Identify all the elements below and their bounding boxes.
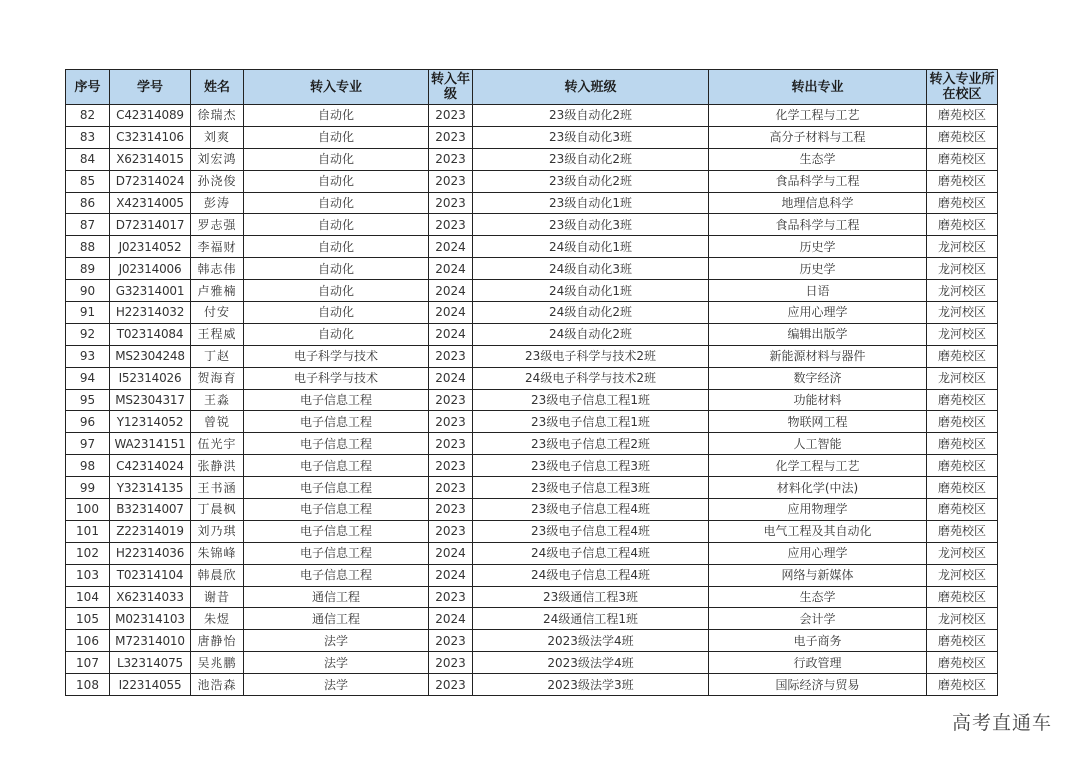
cell-major-in: 电子信息工程	[244, 411, 429, 433]
cell-seq: 104	[66, 586, 110, 608]
cell-grade: 2023	[429, 433, 473, 455]
cell-grade: 2024	[429, 323, 473, 345]
cell-name: 刘爽	[191, 126, 244, 148]
cell-major-out: 功能材料	[709, 389, 927, 411]
cell-campus: 龙河校区	[927, 258, 998, 280]
cell-name: 徐瑞杰	[191, 105, 244, 127]
cell-major-out: 应用心理学	[709, 302, 927, 324]
cell-seq: 84	[66, 148, 110, 170]
cell-name: 吴兆鹏	[191, 652, 244, 674]
cell-class-in: 23级电子科学与技术2班	[473, 345, 709, 367]
cell-class-in: 23级自动化1班	[473, 192, 709, 214]
header-seq: 序号	[66, 70, 110, 105]
cell-grade: 2023	[429, 586, 473, 608]
cell-grade: 2024	[429, 280, 473, 302]
cell-seq: 82	[66, 105, 110, 127]
cell-seq: 95	[66, 389, 110, 411]
cell-student-id: WA2314151	[110, 433, 191, 455]
cell-major-in: 法学	[244, 630, 429, 652]
cell-seq: 87	[66, 214, 110, 236]
cell-name: 朱锦峰	[191, 542, 244, 564]
cell-grade: 2023	[429, 126, 473, 148]
cell-major-out: 日语	[709, 280, 927, 302]
cell-campus: 磨苑校区	[927, 192, 998, 214]
cell-student-id: I52314026	[110, 367, 191, 389]
cell-class-in: 23级电子信息工程3班	[473, 477, 709, 499]
cell-seq: 94	[66, 367, 110, 389]
cell-grade: 2024	[429, 236, 473, 258]
table-row	[66, 280, 998, 302]
header-major-in: 转入专业	[244, 70, 429, 105]
cell-campus: 磨苑校区	[927, 499, 998, 521]
cell-seq: 88	[66, 236, 110, 258]
cell-student-id: J02314052	[110, 236, 191, 258]
table-row	[66, 433, 998, 455]
cell-major-in: 电子信息工程	[244, 542, 429, 564]
cell-campus: 磨苑校区	[927, 652, 998, 674]
cell-major-in: 自动化	[244, 126, 429, 148]
cell-student-id: T02314084	[110, 323, 191, 345]
cell-major-in: 电子科学与技术	[244, 367, 429, 389]
cell-name: 王淼	[191, 389, 244, 411]
cell-campus: 磨苑校区	[927, 345, 998, 367]
cell-name: 卢雅楠	[191, 280, 244, 302]
cell-major-in: 电子科学与技术	[244, 345, 429, 367]
cell-name: 刘宏鸿	[191, 148, 244, 170]
cell-seq: 89	[66, 258, 110, 280]
cell-class-in: 24级电子科学与技术2班	[473, 367, 709, 389]
cell-class-in: 23级电子信息工程3班	[473, 455, 709, 477]
cell-campus: 龙河校区	[927, 323, 998, 345]
table-row	[66, 564, 998, 586]
cell-campus: 磨苑校区	[927, 148, 998, 170]
cell-campus: 磨苑校区	[927, 477, 998, 499]
cell-student-id: T02314104	[110, 564, 191, 586]
cell-major-out: 应用物理学	[709, 499, 927, 521]
cell-seq: 93	[66, 345, 110, 367]
cell-name: 张静洪	[191, 455, 244, 477]
cell-grade: 2023	[429, 411, 473, 433]
cell-major-out: 高分子材料与工程	[709, 126, 927, 148]
cell-name: 孙浇俊	[191, 170, 244, 192]
cell-class-in: 23级电子信息工程4班	[473, 520, 709, 542]
cell-major-in: 电子信息工程	[244, 564, 429, 586]
cell-name: 王程威	[191, 323, 244, 345]
cell-student-id: D72314017	[110, 214, 191, 236]
cell-student-id: C42314089	[110, 105, 191, 127]
cell-student-id: J02314006	[110, 258, 191, 280]
cell-campus: 龙河校区	[927, 564, 998, 586]
cell-name: 刘乃琪	[191, 520, 244, 542]
cell-major-out: 生态学	[709, 148, 927, 170]
cell-campus: 磨苑校区	[927, 674, 998, 696]
cell-major-out: 网络与新媒体	[709, 564, 927, 586]
cell-grade: 2023	[429, 499, 473, 521]
cell-major-out: 生态学	[709, 586, 927, 608]
cell-grade: 2024	[429, 302, 473, 324]
cell-major-in: 自动化	[244, 302, 429, 324]
cell-major-in: 自动化	[244, 280, 429, 302]
cell-class-in: 24级自动化2班	[473, 302, 709, 324]
cell-campus: 龙河校区	[927, 280, 998, 302]
cell-grade: 2023	[429, 477, 473, 499]
table-row	[66, 608, 998, 630]
cell-major-in: 电子信息工程	[244, 520, 429, 542]
cell-student-id: D72314024	[110, 170, 191, 192]
cell-class-in: 23级自动化3班	[473, 126, 709, 148]
cell-campus: 龙河校区	[927, 608, 998, 630]
cell-major-out: 材料化学(中法)	[709, 477, 927, 499]
cell-major-in: 自动化	[244, 236, 429, 258]
cell-class-in: 2023级法学4班	[473, 630, 709, 652]
cell-campus: 磨苑校区	[927, 411, 998, 433]
cell-seq: 86	[66, 192, 110, 214]
header-class-in: 转入班级	[473, 70, 709, 105]
cell-major-out: 历史学	[709, 258, 927, 280]
cell-student-id: I22314055	[110, 674, 191, 696]
table-row	[66, 389, 998, 411]
cell-major-in: 自动化	[244, 258, 429, 280]
cell-grade: 2023	[429, 170, 473, 192]
cell-seq: 106	[66, 630, 110, 652]
cell-name: 曾锐	[191, 411, 244, 433]
table-row	[66, 455, 998, 477]
cell-major-in: 自动化	[244, 192, 429, 214]
cell-major-out: 电气工程及其自动化	[709, 520, 927, 542]
cell-campus: 龙河校区	[927, 367, 998, 389]
table-row	[66, 323, 998, 345]
table-row	[66, 586, 998, 608]
cell-student-id: G32314001	[110, 280, 191, 302]
watermark-text: 高考直通车	[951, 712, 1052, 734]
cell-student-id: MS2304248	[110, 345, 191, 367]
cell-major-out: 数字经济	[709, 367, 927, 389]
table-row	[66, 345, 998, 367]
cell-class-in: 24级电子信息工程4班	[473, 542, 709, 564]
header-row	[66, 70, 998, 105]
cell-class-in: 24级自动化1班	[473, 280, 709, 302]
cell-campus: 磨苑校区	[927, 170, 998, 192]
cell-name: 丁晨枫	[191, 499, 244, 521]
cell-name: 韩志伟	[191, 258, 244, 280]
cell-major-out: 电子商务	[709, 630, 927, 652]
cell-major-out: 应用心理学	[709, 542, 927, 564]
cell-major-out: 历史学	[709, 236, 927, 258]
table-row	[66, 214, 998, 236]
cell-student-id: C32314106	[110, 126, 191, 148]
cell-class-in: 23级自动化2班	[473, 170, 709, 192]
cell-name: 王书涵	[191, 477, 244, 499]
header-name: 姓名	[191, 70, 244, 105]
cell-major-out: 新能源材料与器件	[709, 345, 927, 367]
cell-seq: 83	[66, 126, 110, 148]
table-row	[66, 411, 998, 433]
cell-seq: 99	[66, 477, 110, 499]
header-grade: 转入年级	[429, 70, 473, 105]
cell-name: 付安	[191, 302, 244, 324]
cell-major-in: 通信工程	[244, 586, 429, 608]
header-major-out: 转出专业	[709, 70, 927, 105]
cell-grade: 2023	[429, 105, 473, 127]
cell-class-in: 23级通信工程3班	[473, 586, 709, 608]
cell-major-in: 电子信息工程	[244, 433, 429, 455]
table-row	[66, 477, 998, 499]
cell-name: 朱煜	[191, 608, 244, 630]
cell-seq: 92	[66, 323, 110, 345]
header-campus: 转入专业所在校区	[927, 70, 998, 105]
table-row	[66, 674, 998, 696]
table-body	[66, 105, 998, 696]
cell-major-in: 通信工程	[244, 608, 429, 630]
cell-class-in: 24级电子信息工程4班	[473, 564, 709, 586]
cell-seq: 103	[66, 564, 110, 586]
cell-student-id: X62314015	[110, 148, 191, 170]
cell-campus: 磨苑校区	[927, 630, 998, 652]
cell-class-in: 24级自动化3班	[473, 258, 709, 280]
cell-class-in: 23级电子信息工程2班	[473, 433, 709, 455]
cell-seq: 98	[66, 455, 110, 477]
table-row	[66, 499, 998, 521]
cell-major-out: 行政管理	[709, 652, 927, 674]
cell-class-in: 23级电子信息工程4班	[473, 499, 709, 521]
cell-major-out: 物联网工程	[709, 411, 927, 433]
cell-name: 丁赵	[191, 345, 244, 367]
cell-grade: 2024	[429, 258, 473, 280]
cell-seq: 91	[66, 302, 110, 324]
cell-seq: 108	[66, 674, 110, 696]
cell-student-id: M72314010	[110, 630, 191, 652]
cell-campus: 磨苑校区	[927, 389, 998, 411]
header-student-id: 学号	[110, 70, 191, 105]
cell-major-out: 国际经济与贸易	[709, 674, 927, 696]
cell-student-id: L32314075	[110, 652, 191, 674]
cell-major-in: 自动化	[244, 105, 429, 127]
cell-campus: 磨苑校区	[927, 586, 998, 608]
cell-campus: 磨苑校区	[927, 433, 998, 455]
table-row	[66, 105, 998, 127]
cell-class-in: 23级自动化2班	[473, 105, 709, 127]
cell-major-in: 电子信息工程	[244, 499, 429, 521]
cell-grade: 2023	[429, 389, 473, 411]
cell-student-id: X42314005	[110, 192, 191, 214]
cell-name: 谢昔	[191, 586, 244, 608]
cell-major-in: 自动化	[244, 170, 429, 192]
cell-grade: 2024	[429, 608, 473, 630]
cell-student-id: C42314024	[110, 455, 191, 477]
table-header	[66, 70, 998, 105]
table-row	[66, 258, 998, 280]
table-row	[66, 520, 998, 542]
table-row	[66, 126, 998, 148]
cell-major-in: 电子信息工程	[244, 389, 429, 411]
table-row	[66, 630, 998, 652]
cell-grade: 2023	[429, 192, 473, 214]
cell-major-in: 自动化	[244, 214, 429, 236]
cell-grade: 2024	[429, 542, 473, 564]
cell-campus: 龙河校区	[927, 236, 998, 258]
cell-student-id: X62314033	[110, 586, 191, 608]
cell-seq: 101	[66, 520, 110, 542]
cell-grade: 2023	[429, 455, 473, 477]
table-row	[66, 652, 998, 674]
cell-student-id: Z22314019	[110, 520, 191, 542]
cell-major-out: 食品科学与工程	[709, 170, 927, 192]
cell-name: 韩晨欣	[191, 564, 244, 586]
cell-class-in: 23级自动化2班	[473, 148, 709, 170]
cell-name: 伍光宇	[191, 433, 244, 455]
cell-seq: 100	[66, 499, 110, 521]
table-row	[66, 367, 998, 389]
cell-campus: 磨苑校区	[927, 126, 998, 148]
cell-name: 贺海育	[191, 367, 244, 389]
cell-class-in: 2023级法学4班	[473, 652, 709, 674]
cell-major-in: 电子信息工程	[244, 455, 429, 477]
cell-student-id: H22314032	[110, 302, 191, 324]
cell-name: 李福财	[191, 236, 244, 258]
cell-major-in: 自动化	[244, 148, 429, 170]
table-row	[66, 236, 998, 258]
cell-seq: 96	[66, 411, 110, 433]
cell-class-in: 24级自动化1班	[473, 236, 709, 258]
cell-campus: 磨苑校区	[927, 455, 998, 477]
cell-campus: 龙河校区	[927, 542, 998, 564]
table-row	[66, 170, 998, 192]
cell-student-id: B32314007	[110, 499, 191, 521]
cell-name: 池浩森	[191, 674, 244, 696]
cell-class-in: 23级电子信息工程1班	[473, 411, 709, 433]
cell-name: 彭涛	[191, 192, 244, 214]
cell-class-in: 2023级法学3班	[473, 674, 709, 696]
cell-major-out: 化学工程与工艺	[709, 105, 927, 127]
cell-major-out: 地理信息科学	[709, 192, 927, 214]
cell-major-in: 法学	[244, 674, 429, 696]
cell-grade: 2024	[429, 564, 473, 586]
cell-campus: 磨苑校区	[927, 105, 998, 127]
cell-seq: 90	[66, 280, 110, 302]
cell-major-out: 编辑出版学	[709, 323, 927, 345]
cell-student-id: Y12314052	[110, 411, 191, 433]
table-row	[66, 302, 998, 324]
cell-campus: 磨苑校区	[927, 520, 998, 542]
cell-grade: 2023	[429, 148, 473, 170]
cell-name: 罗志强	[191, 214, 244, 236]
cell-student-id: M02314103	[110, 608, 191, 630]
cell-class-in: 23级电子信息工程1班	[473, 389, 709, 411]
cell-major-out: 食品科学与工程	[709, 214, 927, 236]
cell-campus: 龙河校区	[927, 302, 998, 324]
cell-grade: 2024	[429, 367, 473, 389]
cell-major-out: 化学工程与工艺	[709, 455, 927, 477]
cell-seq: 107	[66, 652, 110, 674]
cell-grade: 2023	[429, 674, 473, 696]
cell-name: 唐静怡	[191, 630, 244, 652]
cell-student-id: Y32314135	[110, 477, 191, 499]
cell-major-in: 自动化	[244, 323, 429, 345]
cell-grade: 2023	[429, 652, 473, 674]
cell-class-in: 24级自动化2班	[473, 323, 709, 345]
cell-grade: 2023	[429, 214, 473, 236]
cell-major-in: 法学	[244, 652, 429, 674]
cell-seq: 85	[66, 170, 110, 192]
cell-major-in: 电子信息工程	[244, 477, 429, 499]
table-row	[66, 192, 998, 214]
transfer-table	[65, 69, 998, 696]
cell-class-in: 23级自动化3班	[473, 214, 709, 236]
cell-class-in: 24级通信工程1班	[473, 608, 709, 630]
cell-seq: 102	[66, 542, 110, 564]
cell-seq: 105	[66, 608, 110, 630]
cell-student-id: MS2304317	[110, 389, 191, 411]
cell-student-id: H22314036	[110, 542, 191, 564]
cell-campus: 磨苑校区	[927, 214, 998, 236]
cell-grade: 2023	[429, 345, 473, 367]
cell-major-out: 会计学	[709, 608, 927, 630]
table-row	[66, 542, 998, 564]
cell-grade: 2023	[429, 520, 473, 542]
cell-grade: 2023	[429, 630, 473, 652]
cell-major-out: 人工智能	[709, 433, 927, 455]
cell-seq: 97	[66, 433, 110, 455]
table-row	[66, 148, 998, 170]
